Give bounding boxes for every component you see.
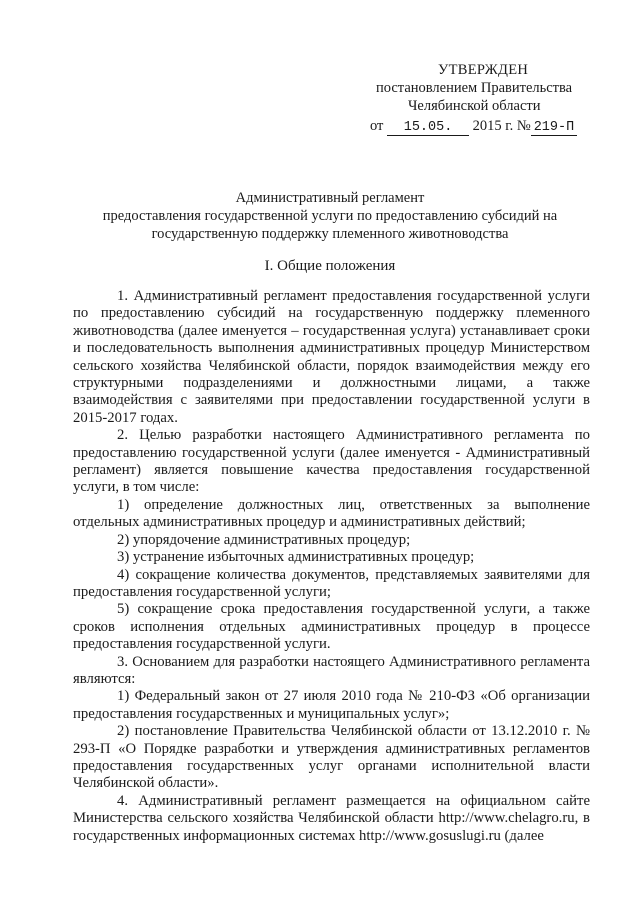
approval-title: УТВЕРЖДЕН (438, 62, 529, 78)
doc-title-line-3: государственную поддержку племенного животноводства (151, 226, 509, 242)
approval-from-prefix: от (370, 118, 384, 134)
paragraph: 2. Целью разработки настоящего Административного регламента по предоставлению государственной услуги (далее именуется - Административный регламент) является повышение качества предоставления государственной услуги, в том числе: (73, 427, 590, 496)
paragraph: 2) упорядочение административных процедур; (117, 531, 411, 548)
approval-line-1: постановлением Правительства (376, 80, 573, 96)
paragraph: 1. Административный регламент предоставления государственной услуги по предоставлению субсидий на государственную поддержку племенного животноводства (далее именуется – государственная услуга) устанавливает сроки и последовательность выполнения административных процедур Министерством сельского хозяйства Челябинской области, порядок взаимодействия между его структурными подразделениями и должностными лицами, а также взаимодействия с заявителями при предоставлении государственной услуги в 2015-2017 годах. (73, 288, 590, 426)
section-heading: I. Общие положения (264, 258, 396, 274)
doc-title-line-2: предоставления государственной услуги по предоставлению субсидий на (102, 208, 558, 224)
paragraph: 5) сокращение срока предоставления государственной услуги, а также сроков исполнения отдельных административных процедур в процессе предоставления государственной услуги. (73, 601, 590, 653)
paragraph: 2) постановление Правительства Челябинской области от 13.12.2010 г. № 293-П «О Порядке разработки и утверждения административных регламентов предоставления государственных услуг органами исполнительной власти Челябинской области». (73, 723, 590, 792)
approval-year: 2015 г. № (472, 118, 531, 134)
paragraph: 4) сокращение количества документов, представляемых заявителями для предоставления государственной услуги; (73, 566, 590, 600)
approval-date-line (370, 118, 577, 136)
doc-title-line-1: Административный регламент (235, 190, 425, 206)
paragraph: 3. Основанием для разработки настоящего Административного регламента являются: (73, 653, 590, 687)
approval-date: 15.05. (387, 121, 469, 136)
approval-line-2: Челябинской области (408, 98, 541, 114)
paragraph: 1) определение должностных лиц, ответственных за выполнение отдельных административных процедур и административных действий; (73, 496, 590, 531)
paragraph: 1) Федеральный закон от 27 июля 2010 года № 210-ФЗ «Об организации предоставления государственных и муниципальных услуг»; (73, 688, 590, 722)
approval-number: 219-П (531, 121, 578, 136)
paragraph: 3) устранение избыточных административных процедур; (117, 549, 475, 566)
document-body (73, 288, 590, 845)
paragraph: 4. Административный регламент размещается на официальном сайте Министерства сельского хозяйства Челябинской области http://www.chelagro.ru, в государственных информационных системах http://www.gosuslugi.ru (далее (73, 792, 590, 844)
